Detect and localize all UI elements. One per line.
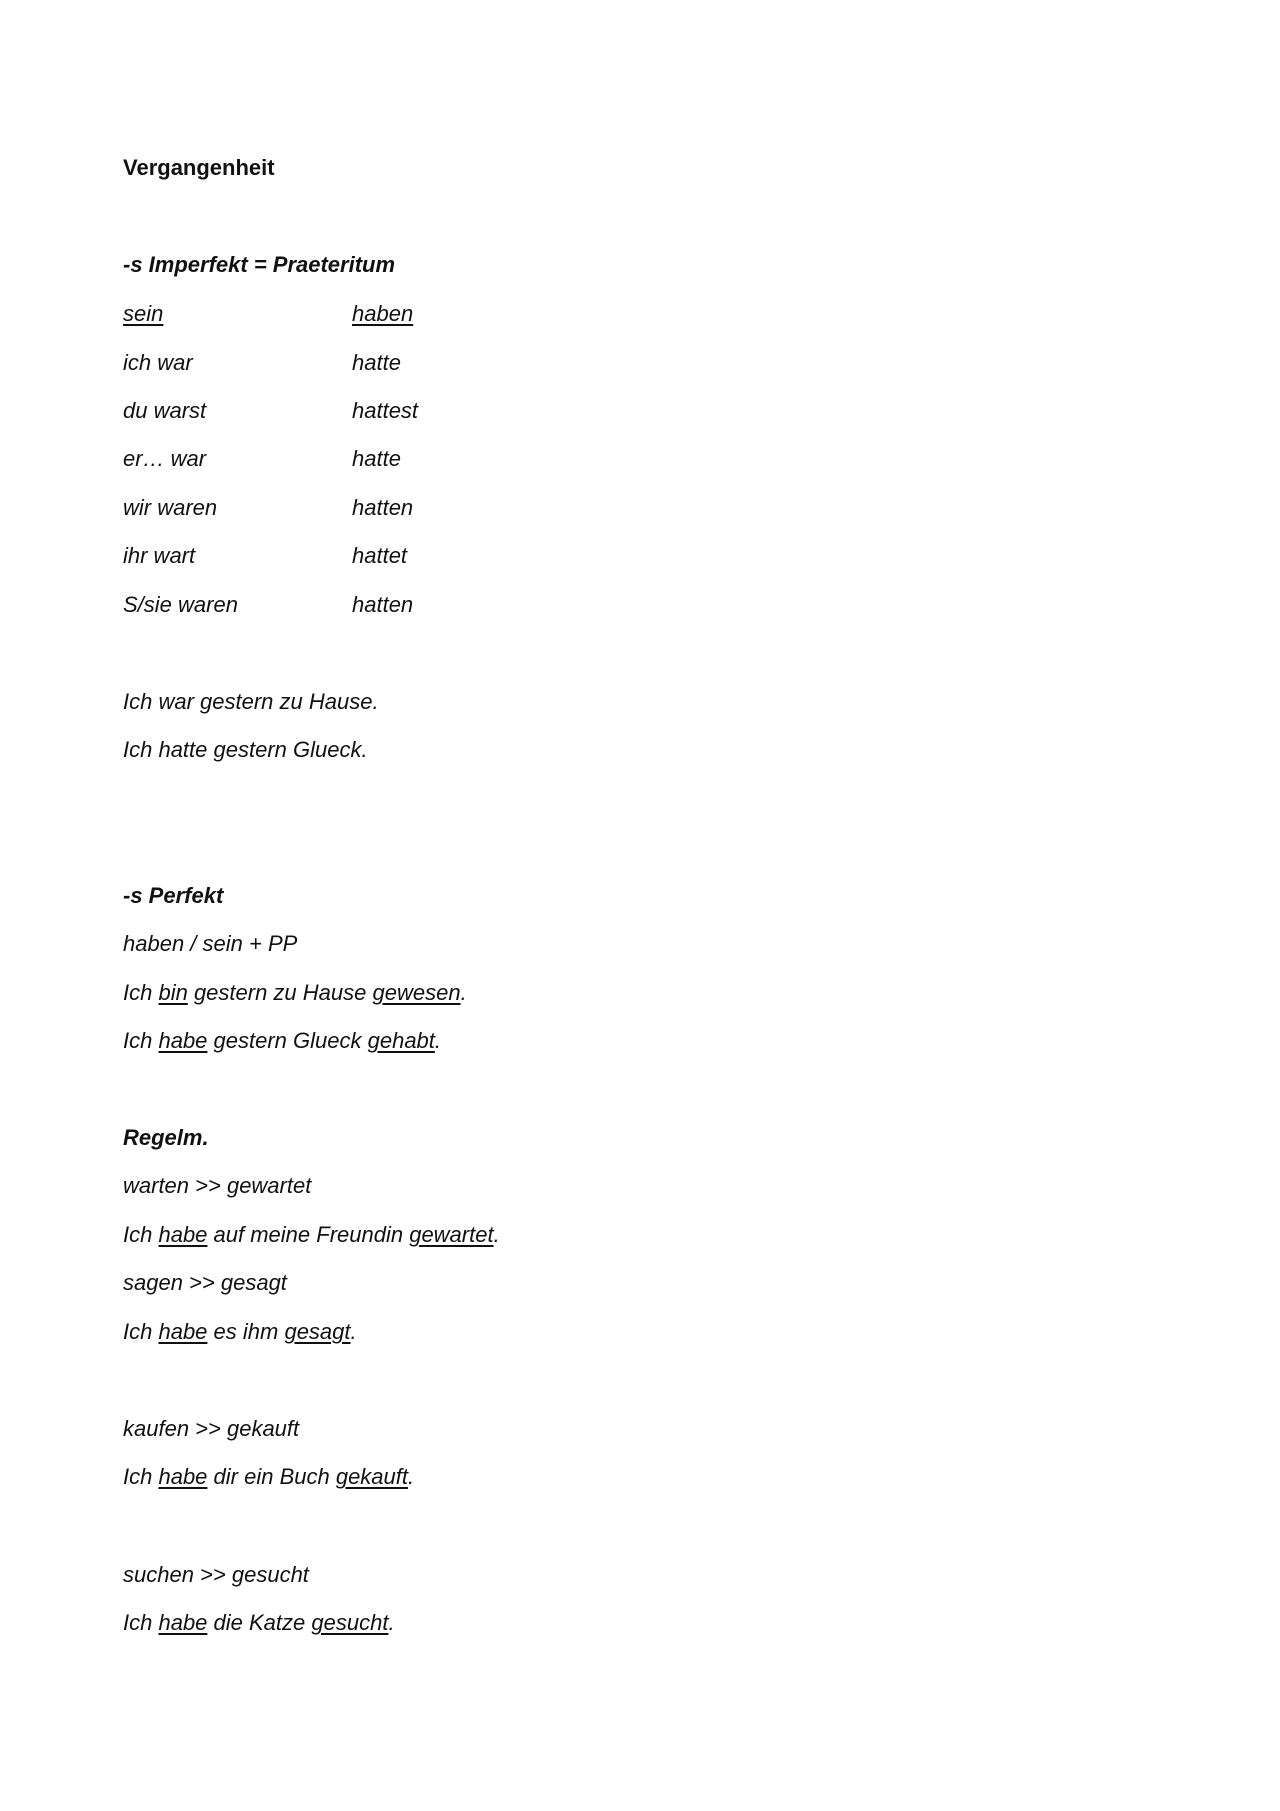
regelm-rule: warten >> gewartet — [123, 1173, 312, 1198]
sentence-part: Ich — [123, 1028, 159, 1053]
sentence-part: gestern Glueck — [207, 1028, 368, 1053]
regelm-example — [123, 1610, 395, 1636]
sentence-end: . — [493, 1222, 500, 1247]
auxiliary-verb: habe — [158, 1319, 208, 1344]
regelm-rule: sagen >> gesagt — [123, 1270, 287, 1295]
sentence-part: auf meine Freundin — [207, 1222, 410, 1247]
sentence-part: dir ein Buch — [207, 1464, 336, 1489]
auxiliary-verb: habe — [158, 1610, 208, 1635]
conj-haben-row: hattest — [352, 398, 419, 423]
sentence-end: . — [388, 1610, 395, 1635]
past-participle: gesagt — [284, 1319, 351, 1344]
sentence-end: . — [460, 980, 467, 1005]
sentence-end: . — [434, 1028, 442, 1053]
regelm-example — [123, 1222, 500, 1248]
imperfekt-example-sein: Ich war gestern zu Hause. — [123, 689, 379, 714]
past-participle: gehabt — [367, 1028, 435, 1053]
sentence-part: Ich — [123, 1222, 159, 1247]
auxiliary-verb: bin — [158, 980, 188, 1005]
conj-haben-row: hatte — [352, 446, 401, 471]
sentence-part: gestern zu Hause — [187, 980, 373, 1005]
conj-haben-row: hatten — [352, 592, 414, 617]
sentence-part: es ihm — [207, 1319, 285, 1344]
sentence-part: die Katze — [207, 1610, 312, 1635]
past-participle: gewesen — [372, 980, 461, 1005]
conj-sein-row: du warst — [123, 398, 207, 423]
imperfekt-example-haben: Ich hatte gestern Glueck. — [123, 737, 368, 762]
conj-sein-row: wir waren — [123, 495, 218, 520]
sentence-part: Ich — [123, 980, 159, 1005]
col-header-sein: sein — [123, 301, 164, 326]
col-header-haben: haben — [352, 301, 414, 326]
imperfekt-heading: -s Imperfekt = Praeteritum — [123, 252, 396, 277]
sentence-end: . — [408, 1464, 415, 1489]
conj-haben-row: hattet — [352, 543, 408, 568]
regelm-rule: kaufen >> gekauft — [123, 1416, 300, 1441]
regelm-example — [123, 1464, 414, 1490]
conj-haben-row: hatte — [352, 350, 401, 375]
perfekt-example-sein — [123, 980, 467, 1006]
auxiliary-verb: habe — [158, 1464, 208, 1489]
regelm-rule: suchen >> gesucht — [123, 1562, 309, 1587]
conj-sein-row: ihr wart — [123, 543, 196, 568]
past-participle: gekauft — [335, 1464, 408, 1489]
sentence-part: Ich — [123, 1464, 159, 1489]
sentence-part: Ich — [123, 1610, 159, 1635]
sentence-part: Ich — [123, 1319, 159, 1344]
auxiliary-verb: habe — [158, 1028, 208, 1053]
sentence-end: . — [350, 1319, 357, 1344]
regelm-example — [123, 1319, 357, 1345]
conj-sein-row: S/sie waren — [123, 592, 238, 617]
perfekt-heading: -s Perfekt — [123, 883, 224, 908]
perfekt-example-haben — [123, 1028, 441, 1054]
past-participle: gesucht — [311, 1610, 389, 1635]
document-title: Vergangenheit — [123, 155, 275, 180]
perfekt-formula: haben / sein + PP — [123, 931, 298, 956]
auxiliary-verb: habe — [158, 1222, 208, 1247]
regelm-heading: Regelm. — [123, 1125, 209, 1150]
conj-sein-row: ich war — [123, 350, 193, 375]
conj-haben-row: hatten — [352, 495, 414, 520]
past-participle: gewartet — [409, 1222, 494, 1247]
conj-sein-row: er… war — [123, 446, 207, 471]
